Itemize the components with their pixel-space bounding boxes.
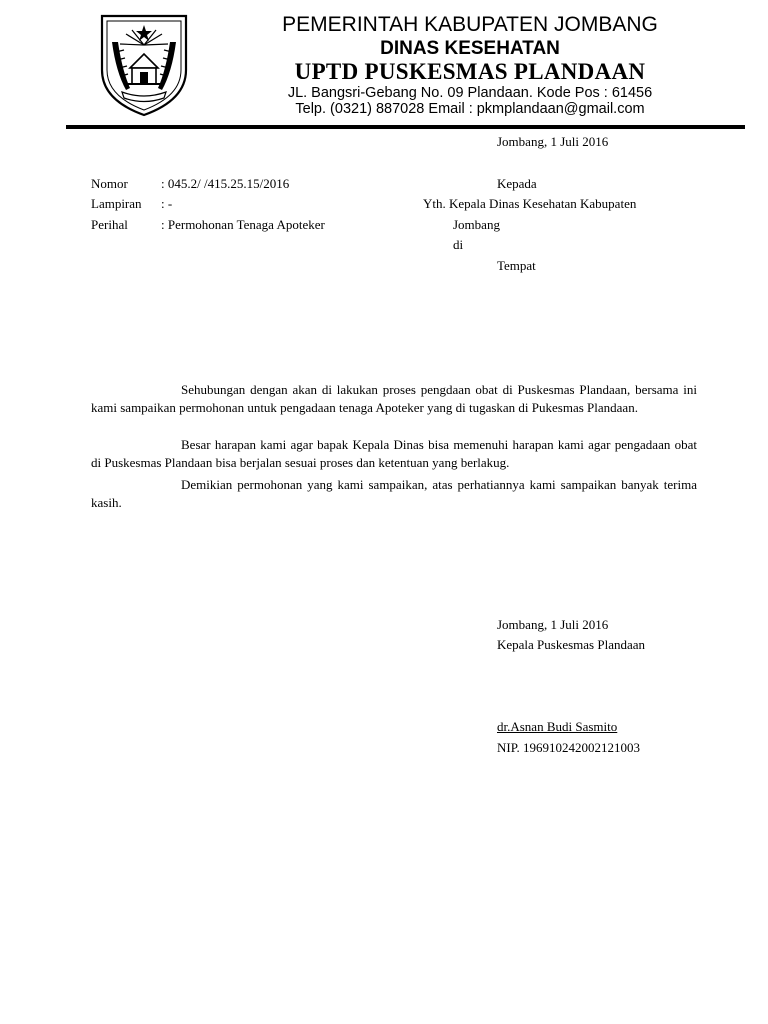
recipient-tempat: Tempat — [497, 258, 536, 273]
signature-date: Jombang, 1 Juli 2016 — [497, 617, 609, 632]
meta-label-lampiran: Lampiran — [91, 196, 142, 211]
meta-value-nomor: : 045.2/ /415.25.15/2016 — [161, 176, 290, 191]
meta-value-perihal: : Permohonan Tenaga Apoteker — [161, 217, 325, 232]
kop-address: JL. Bangsri-Gebang No. 09 Plandaan. Kode Pos : 61456 — [287, 85, 653, 101]
meta-label-nomor: Nomor — [91, 176, 128, 191]
signature-position: Kepala Puskesmas Plandaan — [497, 637, 646, 652]
recipient-yth: Yth. Kepala Dinas Kesehatan Kabupaten — [423, 196, 637, 211]
letterhead-divider — [66, 125, 745, 129]
body-paragraph-1 — [91, 381, 697, 417]
recipient-city: Jombang — [453, 217, 500, 232]
signatory-nip: NIP. 196910242002121003 — [497, 740, 641, 755]
letter-date: Jombang, 1 Juli 2016 — [497, 134, 609, 149]
recipient-di: di — [453, 237, 464, 252]
meta-label-perihal: Perihal — [91, 217, 128, 232]
body-paragraph-3 — [91, 476, 697, 512]
body-paragraph-2 — [91, 436, 697, 472]
signatory-name: dr.Asnan Budi Sasmito — [497, 719, 618, 734]
body-paragraph-1-text: Sehubungan dengan akan di lakukan proses pengdaan obat di Puskesmas Plandaan, bersama ini kami sampaikan permohonan untuk pengadaan tenaga Apoteker yang di tugaskan di Pukesmas Plandaan. — [91, 382, 697, 415]
kop-government: PEMERINTAH KABUPATEN JOMBANG — [282, 13, 658, 36]
body-paragraph-2-text: Besar harapan kami agar bapak Kepala Dinas bisa memenuhi harapan kami agar pengadaan obat di Puskesmas Plandaan bisa berjalan sesuai proses dan ketentuan yang berlakug. — [91, 437, 697, 470]
recipient-kepada: Kepada — [497, 176, 537, 191]
kop-contact: Telp. (0321) 887028 Email : pkmplandaan@gmail.com — [295, 101, 645, 117]
kop-institution: UPTD PUSKESMAS PLANDAAN — [294, 59, 646, 84]
body-paragraph-3-text: Demikian permohonan yang kami sampaikan, atas perhatiannya kami sampaikan banyak terima kasih. — [91, 477, 697, 510]
jombang-regency-emblem-icon — [96, 12, 192, 118]
kop-department: DINAS KESEHATAN — [380, 38, 560, 59]
meta-value-lampiran: : - — [161, 196, 173, 211]
